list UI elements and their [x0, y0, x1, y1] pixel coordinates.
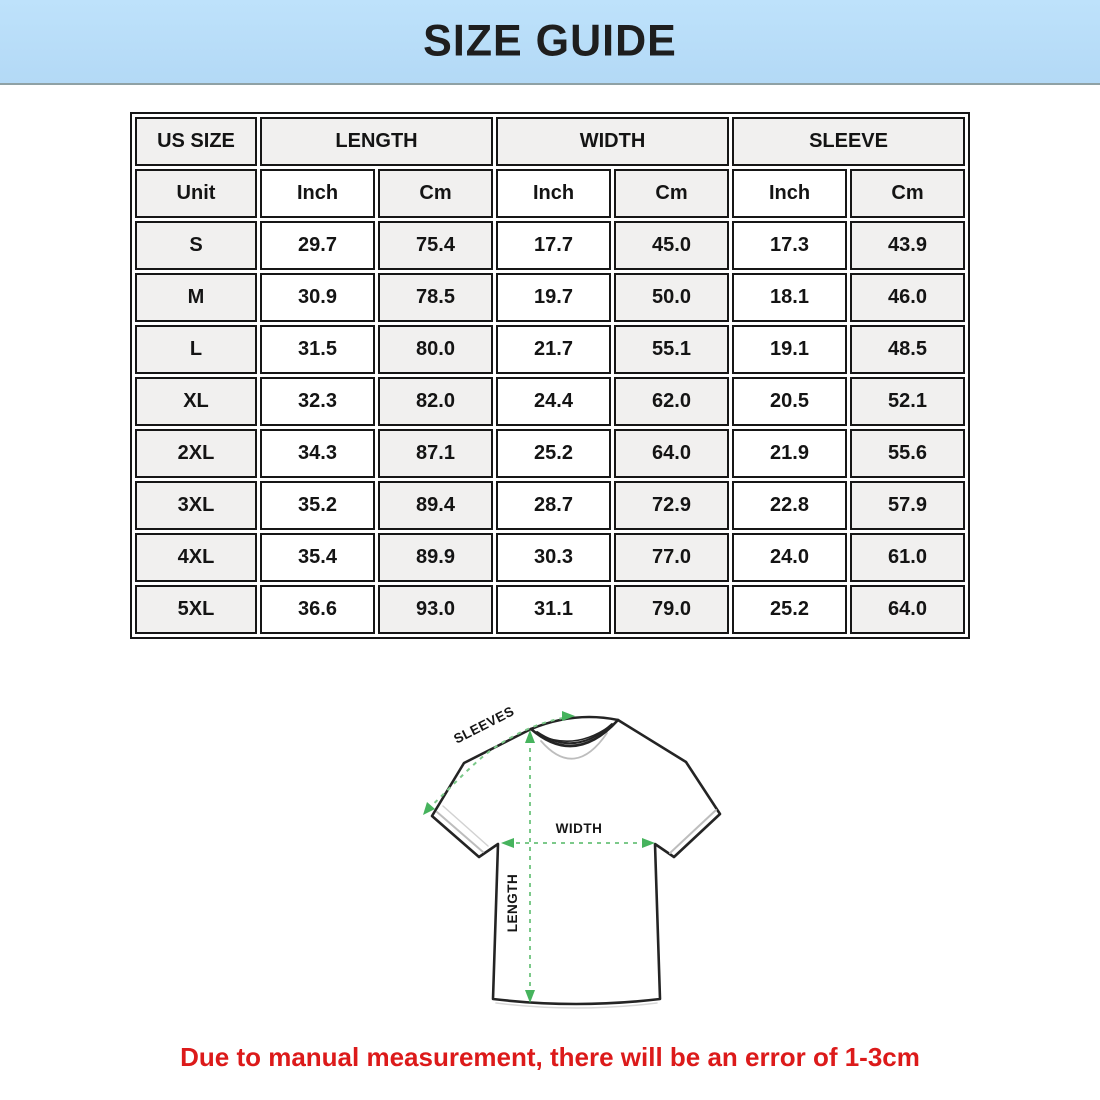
size-cell: L	[135, 325, 257, 374]
unit-label-cell: Unit	[135, 169, 257, 218]
value-cell: 31.1	[496, 585, 611, 634]
value-cell: 77.0	[614, 533, 729, 582]
value-cell: 24.4	[496, 377, 611, 426]
size-cell: 2XL	[135, 429, 257, 478]
value-cell: 31.5	[260, 325, 375, 374]
value-cell: 45.0	[614, 221, 729, 270]
size-cell: 3XL	[135, 481, 257, 530]
sleeves-label: SLEEVES	[451, 703, 517, 747]
value-cell: 36.6	[260, 585, 375, 634]
table-row	[135, 325, 965, 374]
value-cell: 57.9	[850, 481, 965, 530]
size-cell: XL	[135, 377, 257, 426]
value-cell: 24.0	[732, 533, 847, 582]
size-cell: S	[135, 221, 257, 270]
value-cell: 17.3	[732, 221, 847, 270]
value-cell: 79.0	[614, 585, 729, 634]
value-cell: 19.7	[496, 273, 611, 322]
value-cell: 19.1	[732, 325, 847, 374]
tshirt-measurement-diagram	[398, 683, 778, 1038]
value-cell: 52.1	[850, 377, 965, 426]
size-guide-banner	[0, 0, 1100, 85]
group-header-row	[135, 117, 965, 166]
unit-cell: Cm	[614, 169, 729, 218]
value-cell: 61.0	[850, 533, 965, 582]
value-cell: 75.4	[378, 221, 493, 270]
value-cell: 21.7	[496, 325, 611, 374]
value-cell: 87.1	[378, 429, 493, 478]
value-cell: 72.9	[614, 481, 729, 530]
value-cell: 30.3	[496, 533, 611, 582]
unit-cell: Inch	[260, 169, 375, 218]
value-cell: 46.0	[850, 273, 965, 322]
col-header-length: LENGTH	[260, 117, 493, 166]
value-cell: 43.9	[850, 221, 965, 270]
unit-cell: Cm	[378, 169, 493, 218]
size-cell: M	[135, 273, 257, 322]
value-cell: 80.0	[378, 325, 493, 374]
size-table-container	[130, 112, 970, 639]
value-cell: 89.9	[378, 533, 493, 582]
value-cell: 93.0	[378, 585, 493, 634]
unit-cell: Inch	[732, 169, 847, 218]
value-cell: 62.0	[614, 377, 729, 426]
table-row	[135, 481, 965, 530]
unit-cell: Inch	[496, 169, 611, 218]
value-cell: 30.9	[260, 273, 375, 322]
value-cell: 34.3	[260, 429, 375, 478]
value-cell: 25.2	[732, 585, 847, 634]
value-cell: 64.0	[614, 429, 729, 478]
value-cell: 29.7	[260, 221, 375, 270]
col-header-sleeve: SLEEVE	[732, 117, 965, 166]
size-cell: 5XL	[135, 585, 257, 634]
value-cell: 32.3	[260, 377, 375, 426]
table-row	[135, 585, 965, 634]
value-cell: 35.2	[260, 481, 375, 530]
value-cell: 25.2	[496, 429, 611, 478]
value-cell: 28.7	[496, 481, 611, 530]
size-cell: 4XL	[135, 533, 257, 582]
page-title: SIZE GUIDE	[423, 16, 677, 66]
value-cell: 17.7	[496, 221, 611, 270]
table-row	[135, 273, 965, 322]
measurement-note: Due to manual measurement, there will be an error of 1-3cm	[180, 1042, 920, 1072]
table-row	[135, 221, 965, 270]
value-cell: 78.5	[378, 273, 493, 322]
size-table	[130, 112, 970, 639]
table-row	[135, 533, 965, 582]
value-cell: 22.8	[732, 481, 847, 530]
width-label: WIDTH	[555, 821, 603, 836]
unit-row	[135, 169, 965, 218]
value-cell: 48.5	[850, 325, 965, 374]
value-cell: 64.0	[850, 585, 965, 634]
col-header-us-size: US SIZE	[135, 117, 257, 166]
unit-cell: Cm	[850, 169, 965, 218]
value-cell: 21.9	[732, 429, 847, 478]
value-cell: 20.5	[732, 377, 847, 426]
table-row	[135, 377, 965, 426]
col-header-width: WIDTH	[496, 117, 729, 166]
table-row	[135, 429, 965, 478]
value-cell: 50.0	[614, 273, 729, 322]
value-cell: 35.4	[260, 533, 375, 582]
value-cell: 55.6	[850, 429, 965, 478]
value-cell: 55.1	[614, 325, 729, 374]
value-cell: 82.0	[378, 377, 493, 426]
value-cell: 18.1	[732, 273, 847, 322]
length-label: LENGTH	[505, 873, 520, 933]
value-cell: 89.4	[378, 481, 493, 530]
tshirt-outline	[432, 717, 720, 1004]
